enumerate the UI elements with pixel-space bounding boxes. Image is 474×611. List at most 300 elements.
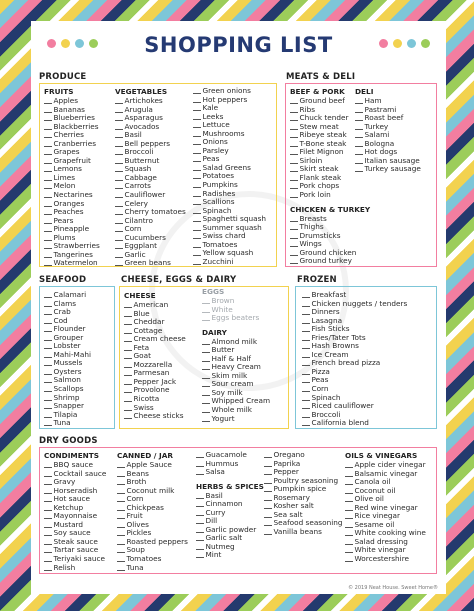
checkbox-line[interactable] [124, 378, 132, 385]
checkbox-line[interactable] [290, 97, 298, 104]
checkbox-line[interactable] [117, 521, 125, 528]
checkbox-line[interactable] [264, 451, 272, 458]
checkbox-line[interactable] [355, 157, 363, 164]
checkbox-line[interactable] [115, 123, 123, 130]
checkbox-line[interactable] [44, 419, 52, 426]
item-label: Oysters [53, 366, 82, 376]
checkbox-line[interactable] [44, 308, 52, 315]
checkbox-line[interactable] [302, 300, 310, 307]
checkbox-line[interactable] [193, 258, 201, 265]
item-label: Tartar sauce [53, 545, 99, 555]
checkbox-line[interactable] [115, 217, 123, 224]
checklist-item[interactable] [44, 259, 100, 268]
checkbox-line[interactable] [193, 87, 201, 94]
checkbox-line[interactable] [196, 517, 204, 524]
checkbox-line[interactable] [345, 546, 353, 553]
checklist-item[interactable] [202, 314, 270, 323]
checkbox-line[interactable] [355, 97, 363, 104]
decorative-dot [407, 39, 416, 48]
checkbox-line[interactable] [117, 470, 125, 477]
item-label: White vinegar [354, 545, 406, 555]
item-label: Oranges [53, 198, 85, 208]
checkbox-line[interactable] [345, 529, 353, 536]
item-label: Corn [311, 384, 329, 394]
checkbox-line[interactable] [290, 232, 298, 239]
checkbox-line[interactable] [115, 242, 123, 249]
checkbox-line[interactable] [124, 386, 132, 393]
checkbox-line[interactable] [44, 351, 52, 358]
checkbox-line[interactable] [302, 394, 310, 401]
checkbox-line[interactable] [44, 461, 52, 468]
checkbox-line[interactable] [302, 359, 310, 366]
checkbox-line[interactable] [193, 249, 201, 256]
item-label: Riced cauliflower [311, 401, 374, 411]
item-label: Thighs [299, 222, 324, 232]
checkbox-line[interactable] [196, 534, 204, 541]
checkbox-line[interactable] [44, 217, 52, 224]
checkbox-line[interactable] [345, 555, 353, 562]
checkbox-line[interactable] [290, 148, 298, 155]
checklist-item[interactable] [44, 419, 91, 428]
decorative-dot [393, 39, 402, 48]
checkbox-line[interactable] [44, 325, 52, 332]
checklist-item[interactable] [302, 419, 407, 428]
item-label: Clams [53, 298, 77, 308]
checkbox-line[interactable] [124, 361, 132, 368]
checkbox-line[interactable] [44, 538, 52, 545]
checkbox-line[interactable] [302, 334, 310, 341]
item-label: Watermelon [53, 258, 98, 268]
checklist-item[interactable] [124, 412, 186, 421]
item-label: Curry [205, 507, 226, 517]
checkbox-line[interactable] [44, 208, 52, 215]
item-label: American [133, 300, 169, 309]
checkbox-line[interactable] [302, 291, 310, 298]
checkbox-line[interactable] [117, 538, 125, 545]
item-label: Oregano [273, 450, 305, 459]
checklist-item[interactable] [193, 258, 266, 267]
checklist-item[interactable] [196, 468, 264, 477]
item-label: Bell peppers [124, 138, 171, 148]
checkbox-line[interactable] [302, 411, 310, 418]
checkbox-line[interactable] [44, 555, 52, 562]
checkbox-line[interactable] [202, 406, 210, 413]
checkbox-line[interactable] [193, 172, 201, 179]
checkbox-line[interactable] [345, 478, 353, 485]
item-label: Salad dressing [354, 536, 408, 546]
checkbox-line[interactable] [124, 404, 132, 411]
item-label: Scallions [202, 197, 235, 207]
checkbox-line[interactable] [124, 335, 132, 342]
spices-column-2 [264, 451, 342, 536]
checkbox-line[interactable] [44, 495, 52, 502]
checkbox-line[interactable] [302, 376, 310, 383]
item-label: Crab [53, 307, 71, 317]
checklist-item[interactable] [117, 564, 188, 573]
checkbox-line[interactable] [202, 415, 210, 422]
oils-vinegars-list [345, 461, 426, 564]
checkbox-line[interactable] [355, 148, 363, 155]
checkbox-line[interactable] [290, 257, 298, 264]
item-label: Chicken nuggets / tenders [311, 298, 408, 308]
checkbox-line[interactable] [193, 96, 201, 103]
item-label: Pepper Jack [133, 376, 177, 386]
checkbox-line[interactable] [124, 327, 132, 334]
item-label: Goat [133, 351, 151, 361]
item-label: Swiss [133, 402, 154, 412]
checkbox-line[interactable] [117, 461, 125, 468]
checklist-item[interactable] [44, 564, 106, 573]
checkbox-line[interactable] [44, 291, 52, 298]
checkbox-line[interactable] [345, 521, 353, 528]
checkbox-line[interactable] [115, 225, 123, 232]
checkbox-line[interactable] [44, 242, 52, 249]
checkbox-line[interactable] [124, 301, 132, 308]
item-label: French bread pizza [311, 358, 381, 368]
checkbox-line[interactable] [44, 402, 52, 409]
checkbox-line[interactable] [44, 225, 52, 232]
checkbox-line[interactable] [193, 147, 201, 154]
item-label: Corn [126, 494, 144, 504]
checkbox-line[interactable] [302, 351, 310, 358]
checkbox-line[interactable] [345, 495, 353, 502]
checkbox-line[interactable] [44, 114, 52, 121]
item-label: Brown [211, 296, 235, 305]
checkbox-line[interactable] [264, 494, 272, 501]
checkbox-line[interactable] [44, 97, 52, 104]
checkbox-line[interactable] [193, 215, 201, 222]
header [31, 21, 446, 69]
item-label: Hot peppers [202, 94, 248, 104]
checkbox-line[interactable] [115, 251, 123, 258]
item-label: Apple cider vinegar [354, 460, 426, 469]
checkbox-line[interactable] [202, 363, 210, 370]
checkbox-line[interactable] [115, 259, 123, 266]
checklist-item[interactable] [115, 259, 186, 268]
checkbox-line[interactable] [302, 317, 310, 324]
checkbox-line[interactable] [44, 368, 52, 375]
checkbox-line[interactable] [44, 123, 52, 130]
checkbox-line[interactable] [44, 359, 52, 366]
checkbox-line[interactable] [302, 342, 310, 349]
checkbox-line[interactable] [202, 338, 210, 345]
item-label: Eggplant [124, 241, 157, 251]
checkbox-line[interactable] [44, 251, 52, 258]
checkbox-line[interactable] [302, 325, 310, 332]
checkbox-line[interactable] [44, 385, 52, 392]
item-label: Cherries [53, 130, 84, 140]
checkbox-line[interactable] [193, 224, 201, 231]
checkbox-line[interactable] [44, 131, 52, 138]
section-title-frozen: FROZEN [297, 275, 337, 285]
checklist-item[interactable] [202, 415, 270, 424]
checkbox-line[interactable] [44, 200, 52, 207]
checkbox-line[interactable] [193, 138, 201, 145]
checkbox-line[interactable] [44, 148, 52, 155]
chicken-turkey-heading: CHICKEN & TURKEY [290, 204, 371, 214]
checkbox-line[interactable] [196, 468, 204, 475]
checkbox-line[interactable] [115, 140, 123, 147]
checkbox-line[interactable] [290, 249, 298, 256]
checkbox-line[interactable] [202, 389, 210, 396]
canned-jar-list-2 [196, 451, 264, 477]
checkbox-line[interactable] [290, 157, 298, 164]
item-label: Broccoli [311, 409, 341, 419]
checkbox-line[interactable] [124, 318, 132, 325]
checkbox-line[interactable] [290, 106, 298, 113]
item-label: Cilantro [124, 215, 153, 225]
checkbox-line[interactable] [196, 509, 204, 516]
checklist-item[interactable] [290, 191, 370, 200]
checkbox-line[interactable] [193, 155, 201, 162]
checkbox-line[interactable] [355, 106, 363, 113]
checkbox-line[interactable] [115, 234, 123, 241]
checkbox-line[interactable] [264, 502, 272, 509]
checkbox-line[interactable] [124, 344, 132, 351]
checkbox-line[interactable] [290, 240, 298, 247]
checkbox-line[interactable] [196, 526, 204, 533]
checklist-item[interactable] [196, 551, 264, 560]
checkbox-line[interactable] [193, 190, 201, 197]
item-label: Blackberries [53, 121, 99, 131]
checkbox-line[interactable] [115, 106, 123, 113]
checkbox-line[interactable] [193, 232, 201, 239]
checkbox-line[interactable] [202, 306, 210, 313]
checkbox-line[interactable] [117, 529, 125, 536]
decorative-dot [379, 39, 388, 48]
item-label: Ribs [299, 104, 316, 114]
item-label: Hot dogs [364, 147, 398, 157]
checkbox-line[interactable] [193, 241, 201, 248]
checkbox-line[interactable] [124, 310, 132, 317]
checkbox-line[interactable] [196, 500, 204, 507]
checkbox-line[interactable] [44, 394, 52, 401]
item-label: Chickpeas [126, 502, 164, 512]
item-label: Spaghetti squash [202, 214, 267, 224]
item-label: Broth [126, 477, 147, 487]
deli-column [355, 87, 421, 174]
checkbox-line[interactable] [44, 317, 52, 324]
item-label: Steak sauce [53, 536, 98, 546]
item-label: Strawberries [53, 241, 100, 251]
checkbox-line[interactable] [193, 121, 201, 128]
checkbox-line[interactable] [302, 385, 310, 392]
checkbox-line[interactable] [202, 346, 210, 353]
condiments-heading: CONDIMENTS [44, 451, 100, 460]
oils-vinegars-heading: OILS & VINEGARS [345, 451, 418, 460]
item-label: Breakfast [311, 290, 347, 299]
checkbox-line[interactable] [290, 215, 298, 222]
checkbox-line[interactable] [345, 461, 353, 468]
checkbox-line[interactable] [202, 380, 210, 387]
item-label: Pepper [273, 467, 299, 477]
checkbox-line[interactable] [44, 140, 52, 147]
checkbox-line[interactable] [290, 140, 298, 147]
checkbox-line[interactable] [202, 372, 210, 379]
checkbox-line[interactable] [290, 174, 298, 181]
checkbox-line[interactable] [264, 528, 272, 535]
checkbox-line[interactable] [115, 191, 123, 198]
checkbox-line[interactable] [117, 504, 125, 511]
checkbox-line[interactable] [193, 181, 201, 188]
checkbox-line[interactable] [345, 487, 353, 494]
checkbox-line[interactable] [44, 487, 52, 494]
checkbox-line[interactable] [124, 369, 132, 376]
checkbox-line[interactable] [44, 376, 52, 383]
checkbox-line[interactable] [124, 395, 132, 402]
checkbox-line[interactable] [302, 368, 310, 375]
checkbox-line[interactable] [345, 504, 353, 511]
item-label: Roasted peppers [126, 536, 188, 546]
checkbox-line[interactable] [44, 334, 52, 341]
checkbox-line[interactable] [355, 131, 363, 138]
checkbox-line[interactable] [193, 198, 201, 205]
canned-jar-column [117, 451, 188, 572]
checkbox-line[interactable] [115, 131, 123, 138]
checkbox-line[interactable] [290, 223, 298, 230]
checkbox-line[interactable] [44, 157, 52, 164]
checkbox-line[interactable] [302, 402, 310, 409]
checkbox-line[interactable] [117, 564, 125, 571]
checkbox-line[interactable] [117, 495, 125, 502]
checklist-item[interactable] [345, 555, 426, 564]
item-label: Cauliflower [124, 190, 166, 200]
checkbox-line[interactable] [290, 123, 298, 130]
checkbox-line[interactable] [44, 504, 52, 511]
checkbox-line[interactable] [193, 164, 201, 171]
checkbox-line[interactable] [355, 114, 363, 121]
checkbox-line[interactable] [264, 477, 272, 484]
checkbox-line[interactable] [290, 165, 298, 172]
spices-list-2 [264, 451, 342, 536]
item-label: Salmon [53, 375, 81, 385]
checkbox-line[interactable] [44, 234, 52, 241]
checkbox-line[interactable] [193, 207, 201, 214]
item-label: Summer squash [202, 222, 262, 232]
checkbox-line[interactable] [117, 512, 125, 519]
checkbox-line[interactable] [117, 546, 125, 553]
item-label: Arugula [124, 104, 153, 114]
checkbox-line[interactable] [302, 308, 310, 315]
checkbox-line[interactable] [44, 165, 52, 172]
item-label: Turkey sausage [364, 164, 421, 174]
checkbox-line[interactable] [115, 208, 123, 215]
checkbox-line[interactable] [115, 200, 123, 207]
checkbox-line[interactable] [115, 114, 123, 121]
item-label: Pickles [126, 528, 152, 538]
item-label: White cooking wine [354, 528, 426, 538]
item-label: Fries/Tater Tots [311, 332, 366, 342]
checkbox-line[interactable] [44, 300, 52, 307]
checkbox-line[interactable] [115, 182, 123, 189]
item-label: Cranberries [53, 138, 97, 148]
checkbox-line[interactable] [115, 97, 123, 104]
checkbox-line[interactable] [355, 165, 363, 172]
checkbox-line[interactable] [196, 543, 204, 550]
checkbox-line[interactable] [44, 470, 52, 477]
checkbox-line[interactable] [44, 342, 52, 349]
item-label: Lobster [53, 341, 81, 351]
checkbox-line[interactable] [202, 297, 210, 304]
item-label: Olives [126, 519, 149, 529]
checkbox-line[interactable] [290, 131, 298, 138]
item-label: Corn [124, 224, 142, 234]
item-label: Potatoes [202, 171, 235, 181]
item-label: Nutmeg [205, 541, 235, 551]
checkbox-line[interactable] [124, 352, 132, 359]
checkbox-line[interactable] [302, 419, 310, 426]
checkbox-line[interactable] [264, 511, 272, 518]
checkbox-line[interactable] [44, 174, 52, 181]
checkbox-line[interactable] [345, 538, 353, 545]
checkbox-line[interactable] [193, 113, 201, 120]
checkbox-line[interactable] [115, 157, 123, 164]
checkbox-line[interactable] [264, 485, 272, 492]
item-label: Mustard [53, 519, 84, 529]
checkbox-line[interactable] [44, 106, 52, 113]
checkbox-line[interactable] [115, 165, 123, 172]
checkbox-line[interactable] [196, 460, 204, 467]
checkbox-line[interactable] [115, 174, 123, 181]
checkbox-line[interactable] [264, 468, 272, 475]
checkbox-line[interactable] [193, 130, 201, 137]
checkbox-line[interactable] [44, 546, 52, 553]
checkbox-line[interactable] [44, 259, 52, 266]
checkbox-line[interactable] [202, 397, 210, 404]
checkbox-line[interactable] [196, 451, 204, 458]
checkbox-line[interactable] [355, 123, 363, 130]
checklist-item[interactable] [355, 165, 421, 174]
checkbox-line[interactable] [290, 191, 298, 198]
checkbox-line[interactable] [115, 148, 123, 155]
item-label: Ground chicken [299, 247, 357, 257]
checkbox-line[interactable] [290, 182, 298, 189]
checkbox-line[interactable] [44, 478, 52, 485]
checkbox-line[interactable] [355, 140, 363, 147]
item-label: Relish [53, 562, 76, 572]
item-label: Cottage [133, 325, 163, 335]
checklist-item[interactable] [290, 257, 370, 266]
checkbox-line[interactable] [44, 564, 52, 571]
item-label: Leeks [202, 111, 224, 121]
checkbox-line[interactable] [264, 460, 272, 467]
checkbox-line[interactable] [202, 355, 210, 362]
checkbox-line[interactable] [345, 512, 353, 519]
checkbox-line[interactable] [193, 104, 201, 111]
item-label: Kale [202, 103, 219, 113]
checkbox-line[interactable] [44, 512, 52, 519]
checkbox-line[interactable] [44, 411, 52, 418]
checkbox-line[interactable] [196, 492, 204, 499]
checkbox-line[interactable] [264, 519, 272, 526]
checkbox-line[interactable] [202, 314, 210, 321]
checkbox-line[interactable] [196, 551, 204, 558]
checkbox-line[interactable] [44, 182, 52, 189]
checkbox-line[interactable] [117, 555, 125, 562]
item-label: Hash Browns [311, 341, 359, 351]
item-label: Bologna [364, 138, 395, 148]
checklist-item[interactable] [264, 528, 342, 537]
checkbox-line[interactable] [124, 412, 132, 419]
checkbox-line[interactable] [117, 478, 125, 485]
checkbox-line[interactable] [44, 191, 52, 198]
checkbox-line[interactable] [290, 114, 298, 121]
checkbox-line[interactable] [44, 521, 52, 528]
item-label: Artichokes [124, 96, 163, 105]
checkbox-line[interactable] [345, 470, 353, 477]
checkbox-line[interactable] [44, 529, 52, 536]
checkbox-line[interactable] [117, 487, 125, 494]
